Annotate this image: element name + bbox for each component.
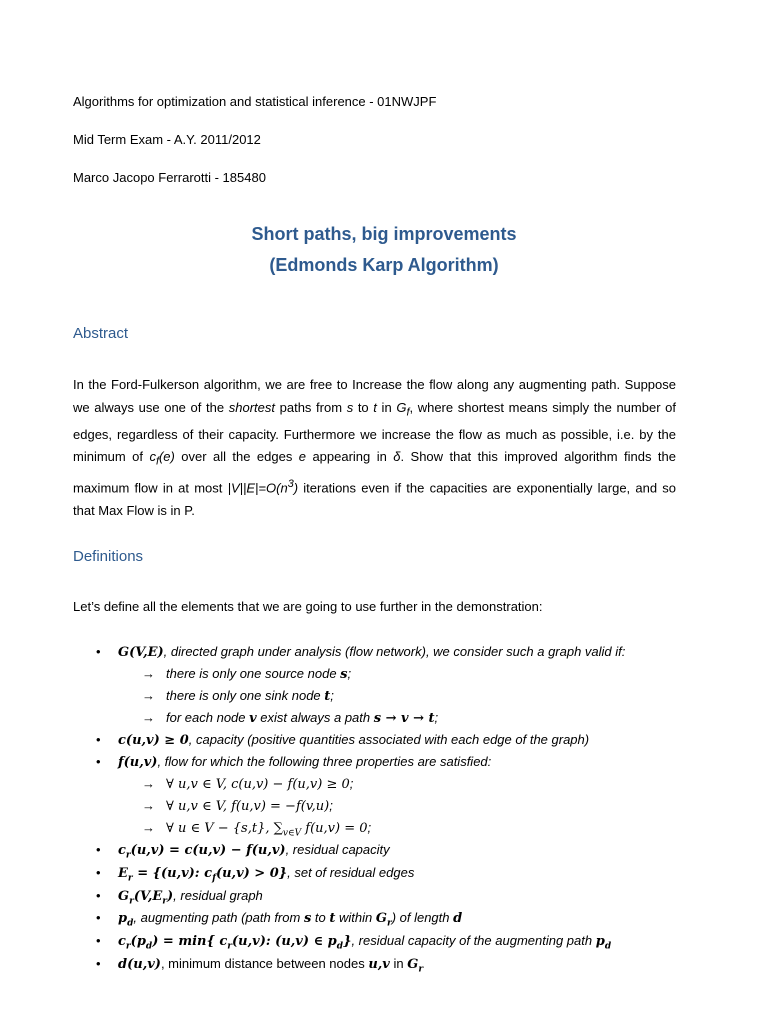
def-math: G	[407, 957, 419, 972]
abstract-text: over all the edges	[174, 449, 299, 465]
list-item	[118, 643, 625, 662]
def-sub: d	[145, 941, 153, 952]
def-text: , augmenting path (path from	[133, 910, 304, 925]
abstract-bound-close: )	[293, 480, 299, 496]
abstract-var-gf: G	[396, 399, 407, 415]
def-tail: ;	[347, 666, 352, 681]
abstract-sub-f: f	[155, 455, 159, 468]
list-item	[166, 797, 333, 816]
def-text: in	[389, 956, 408, 971]
def-math: G(V,E)	[118, 645, 164, 660]
list-item	[166, 819, 371, 843]
arrow-icon: →	[142, 798, 155, 813]
course-line: Algorithms for optimization and statistical inference - 01NWJPF	[73, 94, 437, 109]
abstract-heading: Abstract	[73, 325, 129, 342]
def-math: G	[118, 889, 130, 904]
def-text: , minimum distance between nodes	[160, 956, 369, 971]
def-text: there is only one sink node	[166, 688, 325, 703]
def-text: within	[335, 910, 376, 925]
bullet-icon: •	[96, 910, 101, 925]
bullet-icon: •	[96, 644, 101, 659]
def-sub: d	[604, 941, 612, 952]
bullet-icon: •	[96, 865, 101, 880]
abstract-text: to	[353, 399, 374, 415]
bullet-icon: •	[96, 732, 101, 747]
abstract-var-t: t	[373, 399, 377, 415]
def-sub: r	[162, 896, 168, 907]
list-item	[118, 864, 414, 888]
def-sub: r	[227, 941, 233, 952]
list-item	[166, 709, 438, 728]
arrow-icon: →	[142, 820, 155, 835]
bullet-icon: •	[96, 754, 101, 769]
def-math: d	[453, 911, 463, 926]
title-line-2: (Edmonds Karp Algorithm)	[269, 255, 499, 275]
abstract-sub-f: f	[406, 406, 410, 419]
def-math: (p	[130, 934, 146, 949]
abstract-var-delta: δ	[393, 449, 401, 465]
abstract-text: paths from	[274, 399, 347, 415]
abstract-bound: |V||E|=O(n	[227, 480, 288, 496]
def-text: exist always a path	[256, 710, 374, 725]
def-text: , residual capacity	[285, 842, 390, 857]
def-math: v	[249, 711, 257, 726]
list-item	[118, 841, 390, 865]
def-math: p	[118, 911, 128, 926]
def-sub: r	[129, 896, 134, 907]
def-text: , residual graph	[173, 888, 263, 903]
list-item	[118, 731, 589, 750]
abstract-bound-exp: 3	[287, 478, 294, 491]
list-item	[166, 687, 334, 706]
def-text: there is only one source node	[166, 666, 341, 681]
def-math: }	[343, 934, 352, 949]
def-math: s → v → t	[373, 711, 435, 726]
abstract-text: . Show that this improved algorithm finds the maximum flow in at most	[73, 449, 676, 496]
definitions-intro: Let’s define all the elements that we are going to use further in the demonstration:	[73, 599, 543, 614]
author-line: Marco Jacopo Ferrarotti - 185480	[73, 170, 266, 185]
def-sub: f	[212, 873, 216, 884]
bullet-icon: •	[96, 842, 101, 857]
def-math: = {(u,v): c	[132, 866, 213, 881]
abstract-var-s: s	[346, 399, 354, 415]
def-text: , directed graph under analysis (flow network), we consider such a graph valid if:	[163, 644, 626, 659]
def-math: s	[340, 667, 348, 682]
def-math: (u,v): (u,v) ∈ p	[232, 934, 337, 949]
definitions-heading: Definitions	[73, 548, 144, 565]
title-line-1: Short paths, big improvements	[251, 224, 517, 244]
def-math: (u,v) = c(u,v) − f(u,v)	[130, 843, 286, 858]
def-math: ) = min{ c	[152, 934, 228, 949]
abstract-text: appearing in	[306, 449, 394, 465]
def-math: c	[118, 843, 126, 858]
def-math: s	[303, 911, 312, 926]
def-sub: r	[127, 873, 133, 884]
bullet-icon: •	[96, 956, 101, 971]
def-text: , flow for which the following three properties are satisfied:	[157, 754, 492, 769]
list-item	[118, 753, 491, 772]
arrow-icon: →	[142, 710, 155, 725]
list-item	[118, 955, 423, 979]
abstract-emphasis: shortest	[228, 399, 275, 415]
def-math: E	[118, 866, 128, 881]
abstract-text: iterations even if the capacities are exponentially large, and so that Max Flow is in P.	[73, 480, 676, 519]
def-sub: r	[125, 941, 131, 952]
def-sub: v∈V	[282, 828, 302, 839]
abstract-var-e: e	[298, 449, 307, 465]
def-sub: r	[125, 850, 131, 861]
list-item	[166, 665, 351, 684]
bullet-icon: •	[96, 888, 101, 903]
def-text: for each node	[166, 710, 250, 725]
def-tail: ;	[330, 688, 334, 703]
def-math: )	[167, 889, 174, 904]
def-text: , set of residual edges	[287, 865, 415, 880]
def-sub: d	[127, 918, 134, 929]
abstract-text: , where shortest means simply the number of edges, regardless of their capacity. Furthermore we increase the flow as much as possible, i.e. by the minimum of	[73, 399, 676, 465]
arrow-icon: →	[142, 776, 155, 791]
def-tail: ;	[349, 776, 354, 791]
exam-line: Mid Term Exam - A.Y. 2011/2012	[73, 132, 261, 147]
def-math: p	[595, 934, 605, 949]
def-math: ∀ u,v ∈ V, c(u,v) − f(u,v) ≥ 0	[166, 777, 350, 792]
list-item	[166, 775, 353, 794]
def-math: f(u,v)	[118, 755, 158, 770]
abstract-text: in	[376, 399, 397, 415]
list-item	[118, 909, 462, 933]
def-math: ∀ u ∈ V − {s,t}, ∑	[166, 821, 283, 836]
def-math: (V,E	[133, 889, 163, 904]
def-math: c(u,v) ≥ 0	[118, 733, 189, 748]
def-text: ) of length	[391, 910, 454, 925]
list-item	[118, 932, 611, 956]
def-text: , capacity (positive quantities associated with each edge of the graph)	[188, 732, 590, 747]
abstract-text: In the Ford-Fulkerson algorithm, we are free to Increase the flow along any augmenting path. Suppose we always use one of the	[73, 377, 676, 415]
abstract-paragraph	[73, 374, 676, 523]
bullet-icon: •	[96, 933, 101, 948]
def-math: (u,v) > 0}	[215, 866, 288, 881]
def-tail: ;	[329, 798, 333, 813]
abstract-var-cf: c	[149, 449, 156, 465]
def-math: c	[118, 934, 126, 949]
def-text: , residual capacity of the augmenting path	[351, 933, 596, 948]
list-item	[118, 887, 263, 911]
def-math: u,v	[368, 957, 390, 972]
def-math: t	[329, 911, 336, 926]
def-tail: ;	[434, 710, 439, 725]
arrow-icon: →	[142, 688, 155, 703]
def-math: f(u,v) = 0	[301, 821, 368, 836]
def-sub: r	[386, 918, 392, 929]
def-sub: r	[418, 964, 424, 975]
def-math: t	[324, 689, 331, 704]
def-math: G	[375, 911, 387, 926]
def-sub: d	[336, 941, 344, 952]
abstract-var-e-arg: (e)	[158, 449, 175, 465]
def-text: to	[311, 910, 330, 925]
def-tail: ;	[367, 820, 372, 835]
def-math: d(u,v)	[118, 957, 161, 972]
def-math: ∀ u,v ∈ V, f(u,v) = −f(v,u)	[166, 799, 330, 814]
arrow-icon: →	[142, 666, 155, 681]
